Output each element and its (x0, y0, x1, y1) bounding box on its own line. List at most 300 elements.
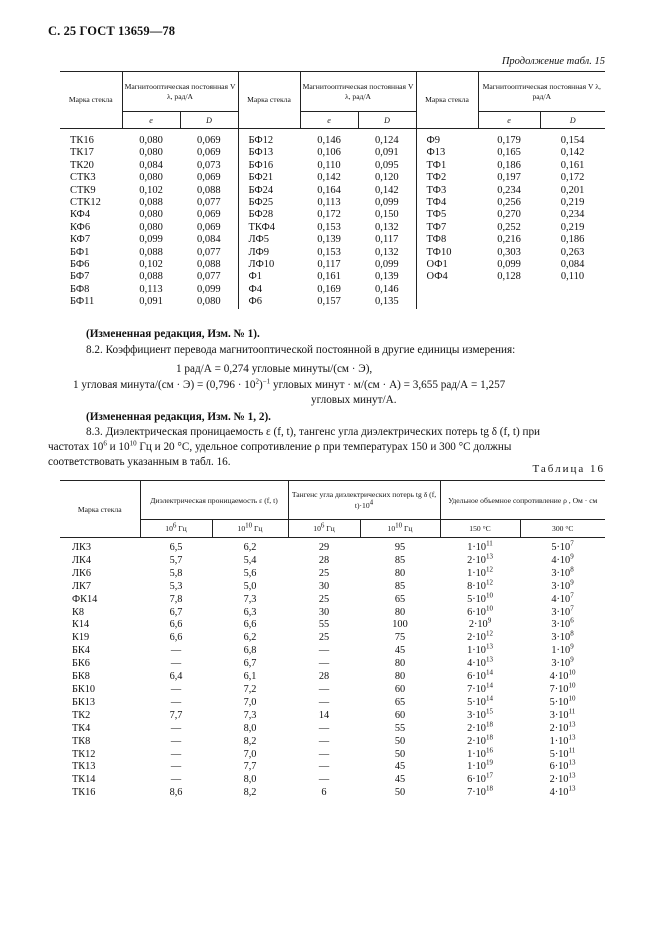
table-row (60, 761, 605, 774)
glass-brand-cell: ЛК6 (72, 567, 91, 579)
glass-brand-cell: БФ13 (238, 147, 300, 159)
glass-brand-cell: ТК8 (72, 735, 91, 747)
table-row (60, 594, 605, 607)
glass-brand-cell: БФ6 (70, 259, 90, 271)
glass-brand-cell: БФ7 (70, 271, 90, 283)
value-cell: 65 (394, 593, 406, 605)
resistivity-cell: $3\cdot 10^7$ (551, 604, 574, 618)
resistivity-cell: $6\cdot 10^{13}$ (549, 758, 576, 773)
glass-brand-cell: ТК16 (70, 135, 94, 146)
t16-col-resistivity: Удельное объемное сопротивление ρ , Ом · см (440, 481, 605, 520)
glass-brand-cell: БК10 (72, 683, 96, 695)
glass-brand-cell: Ф9 (416, 129, 478, 148)
table-row (60, 222, 605, 234)
value-cell: 45 (394, 774, 406, 786)
resistivity-cell: $1\cdot 10^{13}$ (549, 733, 576, 747)
resistivity-cell: $5\cdot 10^{11}$ (549, 746, 576, 760)
glass-brand-cell: СТК9 (70, 184, 96, 196)
glass-brand-cell: ТФ8 (416, 234, 478, 246)
value-cell: 6,7 (243, 658, 257, 670)
t15-sub-e: e (478, 112, 540, 129)
value-cell: 7,7 (243, 761, 257, 773)
glass-brand-cell: БК4 (72, 645, 90, 657)
glass-brand-cell: ТК2 (72, 709, 91, 721)
t16-temp-150: 150 °С (440, 520, 520, 538)
resistivity-cell: $3\cdot 10^6$ (551, 617, 574, 631)
glass-brand-cell: БФ11 (70, 296, 95, 308)
value-cell: 0,139 (374, 271, 399, 283)
value-cell: 65 (394, 696, 406, 708)
resistivity-cell: $3\cdot 10^8$ (551, 565, 574, 579)
value-cell: 0,146 (317, 135, 341, 146)
value-cell: 45 (394, 645, 406, 657)
value-cell: — (318, 722, 330, 734)
value-cell: 25 (318, 567, 330, 579)
table-row (60, 568, 605, 581)
formula-2: 1 угловая минута/(см · $Э) = (0,796 \cdot 10^2)^{-1}$ угловых минут · м/(см · А) = 3,655 рад/А = 1,257 (73, 377, 506, 391)
value-cell: 0,169 (317, 283, 341, 295)
value-cell: 0,106 (317, 147, 341, 159)
glass-brand-cell: БК13 (72, 696, 96, 708)
value-cell: 0,142 (560, 147, 585, 159)
resistivity-cell: $3\cdot 10^{11}$ (549, 707, 576, 721)
value-cell: 0,102 (139, 184, 163, 196)
value-cell: 100 (392, 619, 408, 631)
value-cell: 0,263 (560, 246, 585, 258)
value-cell: 50 (394, 735, 406, 747)
value-cell: 0,216 (497, 234, 521, 246)
value-cell: 0,099 (374, 197, 399, 209)
value-cell: 6,5 (169, 542, 183, 553)
table-row (60, 247, 605, 259)
value-cell: 6,1 (243, 671, 257, 683)
glass-brand-cell: ТФ4 (416, 197, 478, 209)
value-cell: 7,8 (169, 593, 183, 605)
glass-brand-cell (416, 296, 478, 308)
table-row (60, 749, 605, 762)
table-row (60, 160, 605, 172)
resistivity-cell: $7\cdot 10^{14}$ (467, 681, 493, 695)
value-cell (540, 296, 605, 308)
resistivity-cell: $4\cdot 10^7$ (551, 591, 574, 605)
value-cell: 0,172 (560, 172, 585, 184)
value-cell: — (318, 683, 330, 695)
resistivity-cell: $1\cdot 10^9$ (551, 642, 574, 657)
value-cell: 0,132 (374, 246, 399, 258)
value-cell: — (170, 645, 182, 657)
value-cell: 5,3 (169, 580, 183, 592)
value-cell: 6,4 (169, 671, 183, 683)
value-cell: 80 (394, 606, 406, 618)
resistivity-cell: $3\cdot 10^9$ (551, 578, 574, 592)
value-cell: 6,2 (243, 632, 257, 644)
value-cell: 0,113 (139, 283, 163, 295)
value-cell: 5,6 (243, 567, 257, 579)
value-cell: 0,303 (497, 246, 521, 258)
glass-brand-cell: КФ7 (70, 234, 91, 246)
value-cell: 0,113 (317, 197, 341, 209)
resistivity-cell: $4\cdot 10^{10}$ (549, 668, 576, 683)
resistivity-cell: $4\cdot 10^9$ (551, 552, 574, 566)
paragraph-8-3-line3: соответствовать указанным в табл. 16. (48, 456, 231, 468)
resistivity-cell: $5\cdot 10^{10}$ (549, 694, 576, 708)
value-cell: 6,8 (243, 645, 257, 657)
formula-1: 1 рад/А = 0,274 угловые минуты/(см · Э), (176, 363, 373, 375)
glass-brand-cell: ТФ7 (416, 222, 478, 234)
value-cell: 0,095 (374, 159, 399, 171)
table-row (60, 555, 605, 568)
glass-brand-cell: ФК14 (72, 593, 98, 605)
value-cell: 0,077 (196, 271, 221, 283)
value-cell: 6,6 (243, 619, 257, 631)
value-cell: 8,2 (243, 735, 257, 747)
value-cell: 25 (318, 632, 330, 644)
glass-brand-cell: Ф1 (238, 271, 300, 283)
value-cell: 0,219 (560, 221, 585, 233)
t16-freq-1e6: $10^6$ Гц (140, 520, 212, 538)
value-cell: 6,7 (169, 606, 183, 618)
glass-brand-cell: БФ1 (70, 246, 90, 258)
value-cell: — (170, 696, 182, 708)
table-row (60, 723, 605, 736)
table-row (60, 296, 605, 308)
value-cell: 30 (318, 606, 330, 618)
resistivity-cell: $2\cdot 10^9$ (468, 617, 492, 631)
resistivity-cell: $1\cdot 10^{19}$ (467, 758, 493, 773)
glass-brand-cell: ТК13 (72, 761, 96, 773)
value-cell: 0,080 (196, 296, 221, 308)
value-cell: 7,3 (243, 593, 257, 605)
table-row (60, 684, 605, 697)
value-cell: 7,0 (243, 748, 257, 760)
value-cell: 0,128 (497, 271, 521, 283)
value-cell: 0,080 (139, 209, 163, 221)
t15-col-brand-2: Марка стекла (238, 72, 300, 129)
value-cell: 0,084 (560, 259, 585, 271)
glass-brand-cell: БФ25 (238, 197, 300, 209)
value-cell: 0,069 (196, 135, 221, 146)
glass-brand-cell: ТК4 (72, 722, 91, 734)
value-cell: — (170, 658, 182, 670)
value-cell: 7,0 (243, 696, 257, 708)
t16-freq-1e10: $10^{10}$ Гц (360, 520, 440, 538)
value-cell: 0,102 (139, 259, 163, 271)
value-cell: 80 (394, 671, 406, 683)
table-row (60, 271, 605, 283)
resistivity-cell: $1\cdot 10^{12}$ (467, 565, 493, 579)
glass-brand-cell: ТФ10 (416, 247, 478, 259)
value-cell: 5,0 (243, 580, 257, 592)
value-cell: 0,088 (196, 184, 221, 196)
value-cell: 0,165 (497, 147, 521, 159)
table-15 (60, 71, 605, 309)
t15-col-brand-1: Марка стекла (60, 72, 122, 129)
glass-brand-cell: ЛФ5 (238, 234, 300, 246)
value-cell: 0,080 (139, 135, 163, 146)
value-cell: 0,077 (196, 197, 221, 209)
t16-freq-1e10: $10^{10}$ Гц (212, 520, 288, 538)
table-row (60, 632, 605, 645)
glass-brand-cell: ТКФ4 (238, 222, 300, 234)
table-row (60, 284, 605, 296)
glass-brand-cell: ТФ1 (416, 160, 478, 172)
resistivity-cell: $2\cdot 10^{13}$ (549, 720, 576, 734)
value-cell: 0,179 (497, 135, 521, 146)
value-cell: 25 (318, 593, 330, 605)
table-row (60, 259, 605, 271)
glass-brand-cell: Ф6 (238, 296, 300, 308)
glass-brand-cell: БФ8 (70, 283, 90, 295)
value-cell: 0,161 (560, 159, 585, 171)
table-row (60, 129, 605, 148)
value-cell: 5,4 (243, 554, 257, 566)
value-cell: 0,234 (497, 184, 521, 196)
value-cell: 0,172 (317, 209, 341, 221)
table-row (60, 736, 605, 749)
value-cell: 0,197 (497, 172, 521, 184)
table-row (60, 619, 605, 632)
glass-brand-cell: БФ24 (238, 185, 300, 197)
glass-brand-cell: ЛК7 (72, 580, 91, 592)
value-cell: 0,124 (374, 135, 399, 146)
value-cell: 75 (394, 632, 406, 644)
value-cell: 0,201 (560, 184, 585, 196)
value-cell: 60 (394, 683, 406, 695)
value-cell: — (318, 658, 330, 670)
value-cell: 0,153 (317, 221, 341, 233)
value-cell: 0,069 (196, 221, 221, 233)
t16-temp-300: 300 °С (520, 520, 605, 538)
glass-brand-cell: ТК17 (70, 147, 94, 159)
glass-brand-cell: ТК14 (72, 774, 96, 786)
t16-body (60, 538, 605, 801)
value-cell: 0,069 (196, 172, 221, 184)
value-cell: 0,186 (560, 234, 585, 246)
glass-brand-cell: ЛФ9 (238, 247, 300, 259)
t15-sub-d: D (358, 112, 416, 129)
t16-col-permittivity: Диэлектрическая проницаемость ε (f, t) (140, 481, 288, 520)
resistivity-cell: $5\cdot 10^{10}$ (467, 591, 493, 605)
value-cell: — (318, 748, 330, 760)
value-cell: 0,077 (196, 246, 221, 258)
value-cell: 0,234 (560, 209, 585, 221)
value-cell: — (170, 748, 182, 760)
glass-brand-cell: БФ28 (238, 209, 300, 221)
value-cell: 0,080 (139, 221, 163, 233)
value-cell: 14 (318, 709, 330, 721)
value-cell: 0,252 (497, 221, 521, 233)
value-cell: 0,142 (374, 184, 399, 196)
glass-brand-cell: К14 (72, 619, 90, 631)
table-row (60, 581, 605, 594)
table-row (60, 607, 605, 620)
value-cell: 0,080 (139, 172, 163, 184)
resistivity-cell: $3\cdot 10^8$ (551, 629, 574, 644)
value-cell: 6 (321, 787, 327, 799)
t15-sub-e: e (122, 112, 180, 129)
value-cell: 0,186 (497, 159, 521, 171)
value-cell: 6,6 (169, 632, 183, 644)
value-cell: 0,069 (196, 147, 221, 159)
value-cell: 0,157 (317, 296, 341, 308)
resistivity-cell: $1\cdot 10^{16}$ (467, 746, 493, 760)
glass-brand-cell: ТК20 (70, 159, 94, 171)
t15-sub-d: D (540, 112, 605, 129)
t16-col-loss-tangent: Тангенс угла диэлектрических потерь tg δ (f, $t)\cdot 10^4$ (288, 481, 440, 520)
value-cell: 7,2 (243, 683, 257, 695)
resistivity-cell: $8\cdot 10^{12}$ (467, 578, 493, 592)
glass-brand-cell: ТФ2 (416, 172, 478, 184)
glass-brand-cell: ТК12 (72, 748, 96, 760)
value-cell: — (318, 696, 330, 708)
value-cell: — (170, 761, 182, 773)
table16-label: Таблица 16 (532, 463, 605, 475)
value-cell: 6,6 (169, 619, 183, 631)
value-cell: 0,117 (317, 259, 341, 271)
value-cell: 0,091 (139, 296, 163, 308)
resistivity-cell: $2\cdot 10^{12}$ (467, 629, 493, 644)
value-cell: 0,219 (560, 197, 585, 209)
value-cell: 0,117 (375, 234, 399, 246)
t15-body (60, 129, 605, 309)
glass-brand-cell: БФ12 (238, 129, 300, 148)
value-cell: 0,069 (196, 209, 221, 221)
glass-brand-cell: БФ21 (238, 172, 300, 184)
formula-3: угловых минут/А. (311, 394, 397, 406)
value-cell: 0,073 (196, 159, 221, 171)
value-cell: 5,7 (169, 554, 183, 566)
value-cell: 0,080 (139, 147, 163, 159)
resistivity-cell: $4\cdot 10^{13}$ (467, 655, 493, 670)
value-cell: 8,0 (243, 722, 257, 734)
table-row (60, 645, 605, 658)
table-row (60, 185, 605, 197)
value-cell: — (318, 645, 330, 657)
value-cell: 0,110 (560, 271, 585, 283)
value-cell: 0,099 (196, 283, 221, 295)
glass-brand-cell: К8 (72, 606, 85, 618)
page-header: С. 25 ГОСТ 13659—78 (48, 24, 176, 38)
resistivity-cell: $7\cdot 10^{10}$ (549, 681, 576, 695)
value-cell: 29 (318, 542, 330, 553)
value-cell: 8,0 (243, 774, 257, 786)
resistivity-cell: $2\cdot 10^{13}$ (549, 771, 576, 786)
table-row (60, 147, 605, 159)
value-cell: 55 (394, 722, 406, 734)
table-row (60, 658, 605, 671)
table-16 (60, 480, 605, 800)
value-cell: — (170, 722, 182, 734)
resistivity-cell: $1\cdot 10^{11}$ (467, 539, 493, 553)
value-cell: — (170, 774, 182, 786)
glass-brand-cell: КФ4 (70, 209, 91, 221)
value-cell: 0,146 (374, 283, 399, 295)
value-cell: — (170, 683, 182, 695)
value-cell: 0,099 (374, 259, 399, 271)
glass-brand-cell: ОФ4 (416, 271, 478, 283)
value-cell: 0,088 (139, 246, 163, 258)
glass-brand-cell: СТК3 (70, 172, 96, 184)
value-cell: 0,150 (374, 209, 399, 221)
value-cell: 5,8 (169, 567, 183, 579)
table15-continuation: Продолжение табл. 15 (501, 56, 605, 67)
value-cell: 95 (394, 542, 406, 553)
table-row (60, 209, 605, 221)
paragraph-8-3-line2: частотах $10^6$ и $10^{10}$ Гц и 20 °С, удельное сопротивление ρ при температурах 150 и 300 °С должны (48, 439, 512, 453)
value-cell: 0,135 (374, 296, 399, 308)
table-row (60, 538, 605, 555)
value-cell: 0,088 (196, 259, 221, 271)
resistivity-cell: $5\cdot 10^{14}$ (467, 694, 493, 708)
value-cell: 85 (394, 554, 406, 566)
value-cell: 28 (318, 671, 330, 683)
t15-col-magneto-3: Магнитооптическая постоянная V λ, рад/А (478, 72, 605, 112)
value-cell: 0,132 (374, 221, 399, 233)
edit-note-2: (Измененная редакция, Изм. № 1, 2). (86, 411, 271, 423)
resistivity-cell: $1\cdot 10^{13}$ (467, 642, 493, 657)
value-cell: 0,084 (139, 159, 163, 171)
resistivity-cell: $6\cdot 10^{10}$ (467, 604, 493, 618)
resistivity-cell: $2\cdot 10^{18}$ (467, 720, 493, 734)
t15-col-brand-3: Марка стекла (416, 72, 478, 129)
glass-brand-cell: К19 (72, 632, 90, 644)
glass-brand-cell: СТК12 (70, 197, 101, 209)
glass-brand-cell: ЛК3 (72, 542, 91, 553)
value-cell (478, 296, 540, 308)
t15-sub-e: e (300, 112, 358, 129)
value-cell: 85 (394, 580, 406, 592)
value-cell: 0,256 (497, 197, 521, 209)
value-cell: 0,120 (374, 172, 399, 184)
value-cell: 0,091 (374, 147, 399, 159)
table-row (60, 697, 605, 710)
value-cell: 30 (318, 580, 330, 592)
value-cell: — (318, 761, 330, 773)
value-cell: 0,142 (317, 172, 341, 184)
table-row (60, 774, 605, 787)
value-cell: 0,139 (317, 234, 341, 246)
paragraph-8-3-line1: 8.3. Диэлектрическая проницаемость ε (f, t), тангенс угла диэлектрических потерь tg δ (f, t) при (86, 426, 541, 438)
value-cell: 8,2 (243, 787, 257, 799)
resistivity-cell: $4\cdot 10^{13}$ (549, 784, 576, 799)
t15-sub-d: D (180, 112, 238, 129)
value-cell: 0,153 (317, 246, 341, 258)
value-cell: — (170, 735, 182, 747)
table-row (60, 787, 605, 800)
glass-brand-cell (416, 284, 478, 296)
resistivity-cell: $3\cdot 10^9$ (551, 655, 574, 670)
value-cell: 60 (394, 709, 406, 721)
value-cell: 80 (394, 567, 406, 579)
glass-brand-cell: Ф4 (238, 284, 300, 296)
glass-brand-cell: ОФ1 (416, 259, 478, 271)
table-row (60, 172, 605, 184)
glass-brand-cell: БК8 (72, 671, 90, 683)
glass-brand-cell: КФ6 (70, 221, 91, 233)
paragraph-8-2: 8.2. Коэффициент перевода магнитооптической постоянной в другие единицы измерения: (86, 344, 516, 356)
glass-brand-cell: ТФ5 (416, 209, 478, 221)
t15-col-magneto-1: Магнитооптическая постоянная V λ, рад/А (122, 72, 238, 112)
glass-brand-cell: ТФ3 (416, 185, 478, 197)
glass-brand-cell: ЛФ10 (238, 259, 300, 271)
resistivity-cell: $3\cdot 10^{15}$ (467, 707, 493, 721)
table-row (60, 710, 605, 723)
value-cell: 50 (394, 787, 406, 799)
resistivity-cell: $5\cdot 10^7$ (551, 539, 574, 553)
value-cell: 0,088 (139, 197, 163, 209)
value-cell: 0,088 (139, 271, 163, 283)
value-cell: 28 (318, 554, 330, 566)
